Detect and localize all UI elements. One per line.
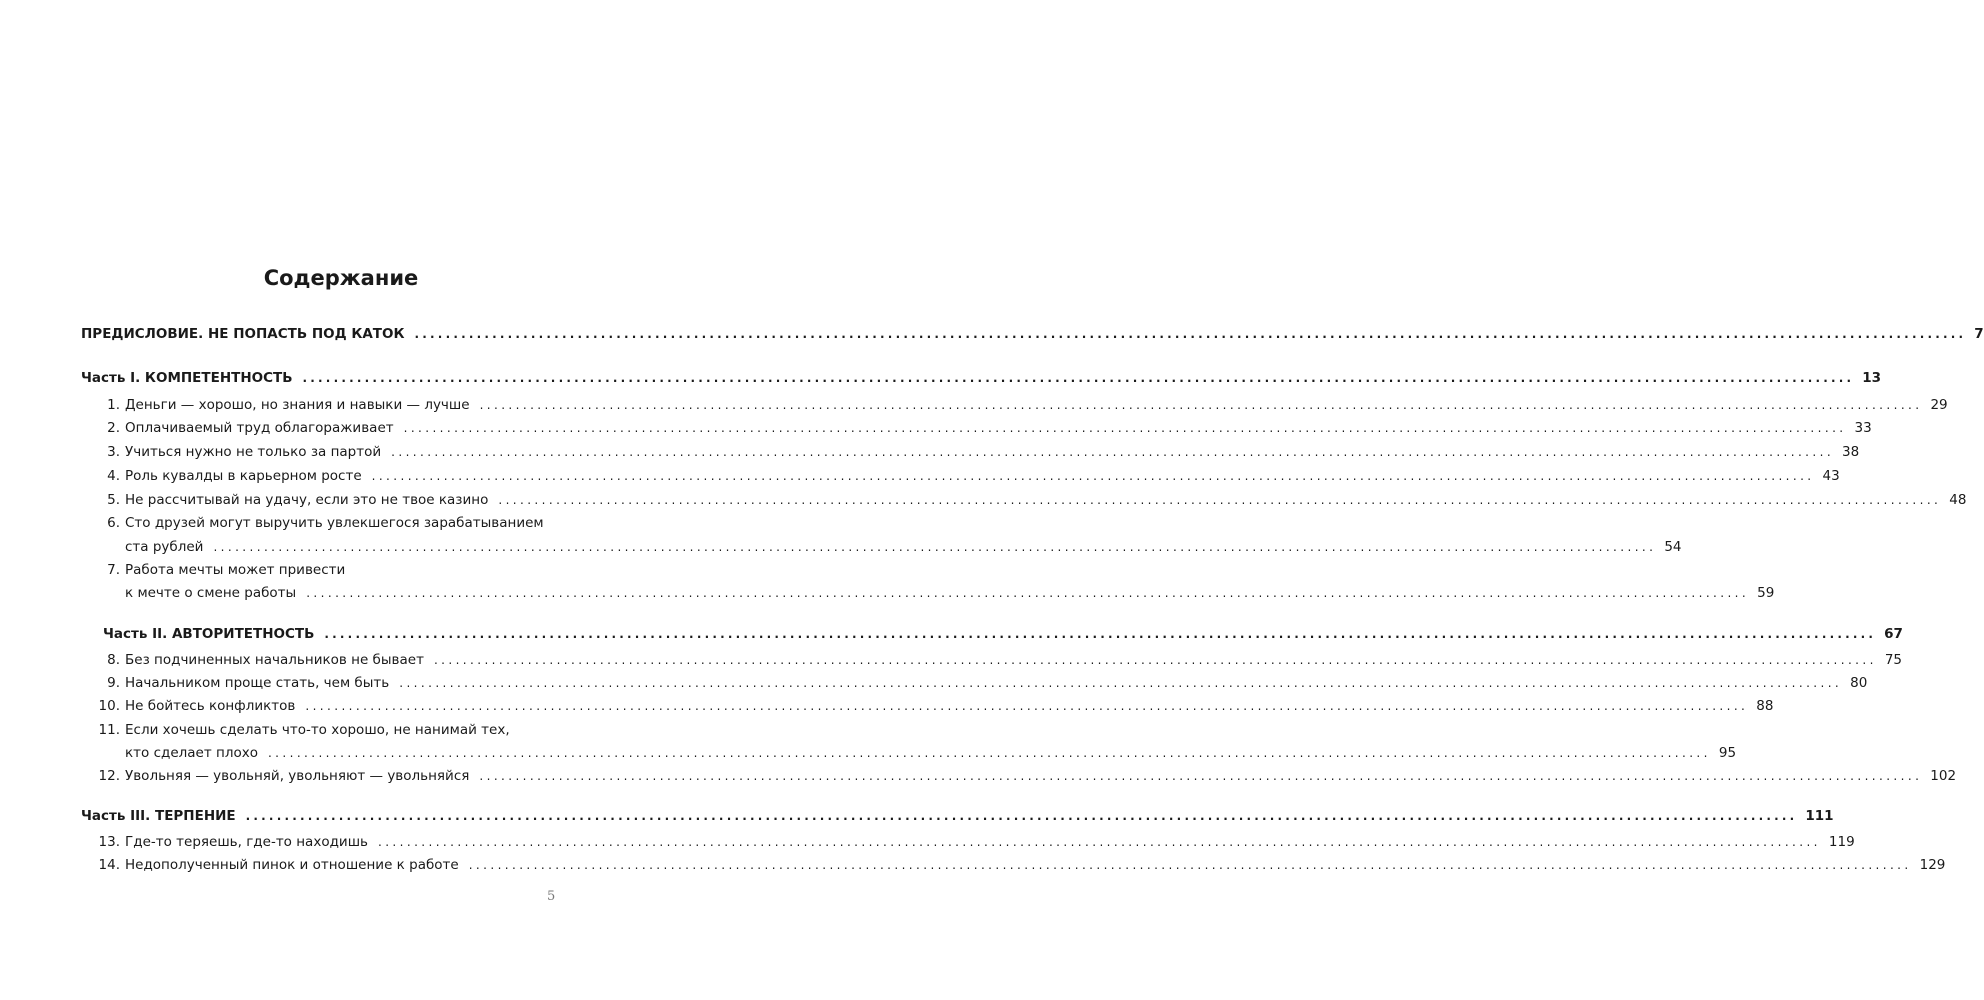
chapter-title: Оплачиваемый труд облагораживает: [125, 420, 394, 436]
chapter-title: Начальником проще стать, чем быть: [125, 675, 390, 691]
chapter-title: Не рассчитывай на удачу, если это не твое казино: [125, 492, 489, 508]
toc-part: [81, 370, 1882, 386]
chapter-number: 14.: [98, 857, 120, 873]
toc-label: Часть I. КОМПЕТЕНТНОСТЬ: [81, 370, 293, 386]
toc-label: ПРЕДИСЛОВИЕ. НЕ ПОПАСТЬ ПОД КАТОК: [81, 326, 405, 342]
toc-chapter: [92, 468, 1840, 484]
chapter-number: 11.: [98, 722, 120, 738]
toc-chapter-first-line: [92, 722, 510, 738]
chapter-title: Работа мечты может привести: [125, 562, 346, 578]
dot-leader: ........................................................................................................................................................................................................: [399, 676, 1843, 690]
chapter-title: Недополученный пинок и отношение к работе: [125, 857, 459, 873]
toc-part: [103, 626, 1903, 642]
chapter-title: Сто друзей могут выручить увлекшегося зарабатыванием: [125, 515, 544, 531]
chapter-title: Увольняя — увольняй, увольняют — увольняйся: [125, 768, 470, 784]
dot-leader: ........................................................................................................................................................................................................: [306, 586, 1750, 600]
toc-chapter: [92, 420, 1872, 436]
toc-page: 29: [1930, 397, 1948, 413]
chapter-number: 5.: [107, 492, 120, 508]
toc-chapter: [92, 768, 1957, 784]
dot-leader: ........................................................................................................................................................................................................: [468, 858, 1912, 872]
dot-leader: ........................................................................................................................................................................................................: [391, 445, 1835, 459]
toc-preface: [81, 326, 1984, 342]
toc-page: 88: [1756, 698, 1774, 714]
dot-leader: ........................................................................................................................................................................................................: [378, 835, 1821, 849]
dot-leader: ........................................................................................................................................................................................................: [479, 398, 1923, 412]
toc-chapter: [92, 492, 1967, 508]
dot-leader: ........................................................................................................................................................................................................: [371, 469, 1815, 483]
chapter-number: 2.: [107, 420, 120, 436]
toc-page: 80: [1850, 675, 1868, 691]
chapter-title: Учиться нужно не только за партой: [125, 444, 382, 460]
toc-page: 48: [1949, 492, 1967, 508]
toc-chapter: [92, 444, 1860, 460]
toc-page: 67: [1884, 626, 1903, 642]
dot-leader: ........................................................................................................................................................................................................: [267, 746, 1711, 760]
page-number: 5: [547, 889, 556, 904]
chapter-title-continued: к мечте о смене работы: [125, 585, 297, 601]
dot-leader: ........................................................................................................................................................................................................: [213, 540, 1657, 554]
toc-page: 95: [1718, 745, 1737, 761]
toc-page: 75: [1884, 652, 1903, 668]
toc-chapter: [92, 834, 1855, 850]
toc-page: 54: [1664, 539, 1682, 555]
chapter-number: 12.: [98, 768, 120, 784]
chapter-number: 13.: [98, 834, 120, 850]
chapter-number: 8.: [107, 652, 120, 668]
toc-chapter: [92, 397, 1948, 413]
dot-leader: ........................................................................................................................................................................................................: [245, 809, 1798, 823]
toc-page: 43: [1822, 468, 1840, 484]
dot-leader: ........................................................................................................................................................................................................: [479, 769, 1923, 783]
dot-leader: ........................................................................................................................................................................................................: [324, 627, 1877, 641]
toc-page: 38: [1842, 444, 1860, 460]
dot-leader: ........................................................................................................................................................................................................: [498, 493, 1942, 507]
toc-chapter: [92, 698, 1774, 714]
chapter-number: 6.: [107, 515, 120, 531]
chapter-title: Роль кувалды в карьерном росте: [125, 468, 362, 484]
toc-page: 7: [1974, 326, 1984, 342]
chapter-title: Если хочешь сделать что-то хорошо, не нанимай тех,: [125, 722, 510, 738]
toc-page: 111: [1805, 808, 1834, 824]
toc-chapter-first-line: [92, 515, 544, 531]
toc-page: 33: [1854, 420, 1872, 436]
toc-page: 13: [1862, 370, 1882, 386]
toc-part: [81, 808, 1834, 824]
toc-chapter: [125, 745, 1737, 761]
chapter-title: Без подчиненных начальников не бывает: [125, 652, 424, 668]
dot-leader: ........................................................................................................................................................................................................: [414, 327, 1967, 341]
chapter-number: 3.: [107, 444, 120, 460]
chapter-title: Где-то теряешь, где-то находишь: [125, 834, 368, 850]
toc-chapter-first-line: [92, 562, 345, 578]
dot-leader: ........................................................................................................................................................................................................: [305, 699, 1749, 713]
page-title: Содержание: [263, 266, 419, 290]
toc-chapter: [92, 675, 1868, 691]
chapter-number: 10.: [98, 698, 120, 714]
chapter-number: 7.: [107, 562, 120, 578]
chapter-number: 4.: [107, 468, 120, 484]
toc-page: 119: [1828, 834, 1855, 850]
toc-chapter: [92, 857, 1946, 873]
toc-label: Часть II. АВТОРИТЕТНОСТЬ: [103, 626, 315, 642]
chapter-number: 1.: [107, 397, 120, 413]
toc-page: 129: [1919, 857, 1946, 873]
toc-chapter: [125, 539, 1682, 555]
chapter-title: Деньги — хорошо, но знания и навыки — лучше: [125, 397, 470, 413]
toc-chapter: [125, 585, 1775, 601]
chapter-title-continued: кто сделает плохо: [125, 745, 258, 761]
dot-leader: ........................................................................................................................................................................................................: [433, 653, 1877, 667]
toc-label: Часть III. ТЕРПЕНИЕ: [81, 808, 236, 824]
dot-leader: ........................................................................................................................................................................................................: [403, 421, 1847, 435]
toc-page: 102: [1930, 768, 1957, 784]
chapter-number: 9.: [107, 675, 120, 691]
chapter-title: Не бойтесь конфликтов: [125, 698, 296, 714]
chapter-title-continued: ста рублей: [125, 539, 204, 555]
toc-page: 59: [1757, 585, 1775, 601]
dot-leader: ........................................................................................................................................................................................................: [302, 371, 1855, 385]
toc-chapter: [92, 652, 1903, 668]
